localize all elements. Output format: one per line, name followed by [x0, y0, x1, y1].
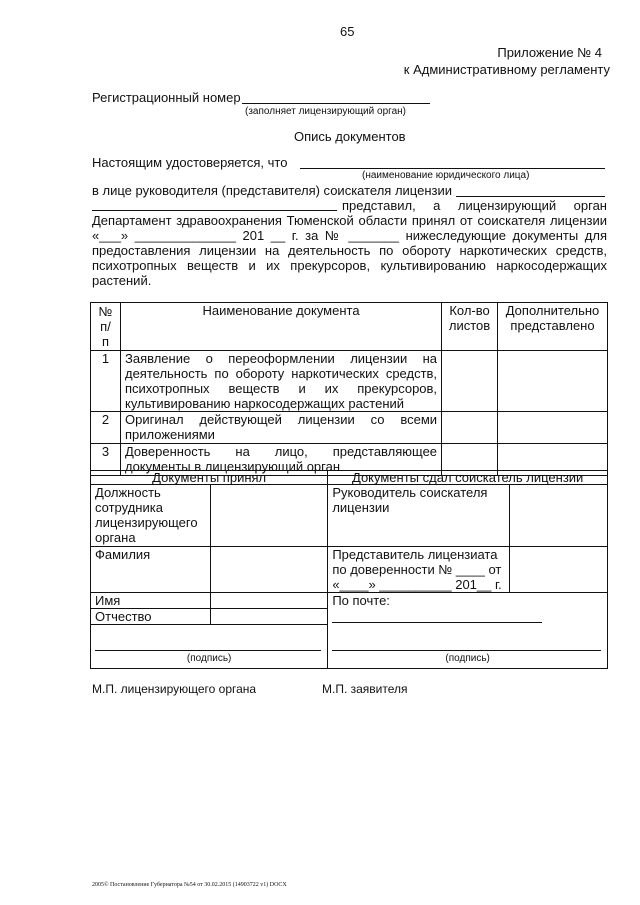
patronymic-label: Отчество [91, 609, 211, 625]
org-name-line[interactable] [300, 168, 605, 169]
registration-number-line[interactable] [242, 103, 430, 104]
position-value-cell[interactable] [210, 485, 327, 547]
header-number: № п/п [91, 303, 121, 351]
row-sheet-count-cell[interactable] [442, 412, 498, 444]
row-number: 2 [91, 412, 121, 444]
header-sheet-count: Кол-во листов [442, 303, 498, 351]
first-name-value-cell[interactable] [210, 593, 327, 609]
row-document-name: Заявление о переоформлении лицензии на деятельность по обороту наркотических средств, психотропных веществ и их прекурсоров, культивированию наркосодержащих растений [120, 351, 441, 412]
row-additional-cell[interactable] [498, 351, 608, 412]
row-number: 1 [91, 351, 121, 412]
org-name-hint: (наименование юридического лица) [362, 170, 530, 181]
stamp-licensing-body: М.П. лицензирующего органа [92, 682, 257, 696]
signature-right-label: (подпись) [445, 653, 490, 664]
row-document-name: Оригинал действующей лицензии со всеми приложениями [120, 412, 441, 444]
by-mail-line[interactable] [332, 610, 542, 623]
representative-value-cell[interactable] [510, 547, 608, 593]
rep-line-1: Представитель лицензиата [332, 547, 498, 562]
position-label: Должность сотрудника лицензирующего органа [91, 485, 211, 547]
handover-table [90, 470, 608, 669]
submitted-header: Документы сдал соискатель лицензии [328, 471, 608, 485]
date-line-text: «___» ______________ 201 __ г. за № _______ нижеследующие документы для [92, 228, 607, 243]
patronymic-value-cell[interactable] [210, 609, 327, 625]
purpose-line-3: растений. [92, 273, 152, 288]
certify-text: Настоящим удостоверяется, что [92, 155, 288, 170]
documents-table [90, 302, 608, 476]
rep-line-3: «____» __________ 201__ г. [332, 577, 502, 592]
head-value-cell[interactable] [510, 485, 608, 547]
row-document-name: Доверенность на лицо, представляющее документы в лицензирующий орган [120, 444, 441, 476]
row-sheet-count-cell[interactable] [442, 351, 498, 412]
document-title: Опись документов [294, 129, 406, 144]
purpose-line-2: психотропных веществ и их прекурсоров, культивированию наркосодержащих [92, 258, 607, 273]
representative-name-line[interactable] [92, 210, 337, 211]
appendix-number: Приложение № 4 [497, 45, 602, 60]
by-mail-label: По почте: [332, 593, 390, 608]
accepted-header: Документы принял [91, 471, 328, 485]
signature-left-label: (подпись) [186, 653, 232, 664]
table-row [91, 412, 608, 444]
registration-label: Регистрационный номер [92, 90, 241, 105]
surname-label: Фамилия [91, 547, 211, 593]
representative-line[interactable] [456, 196, 605, 197]
first-name-label: Имя [91, 593, 211, 609]
header-document-name: Наименование документа [120, 303, 441, 351]
table-row [91, 351, 608, 412]
in-person-text: в лице руководителя (представителя) соискателя лицензии [92, 183, 452, 198]
header-additional: Дополнительно представлено [498, 303, 608, 351]
row-additional-cell[interactable] [498, 412, 608, 444]
stamp-applicant: М.П. заявителя [322, 682, 408, 696]
appendix-reference: к Административному регламенту [403, 62, 610, 77]
footer-text: 2005© Постановление Губернатора №54 от 30.02.2015 (14903722 v1) DOCX [92, 882, 287, 888]
purpose-line-1: предоставления лицензии на деятельность по обороту наркотических средств, [92, 243, 607, 258]
row-number: 3 [91, 444, 121, 476]
by-mail-cell [328, 593, 608, 669]
presented-text: представил, а лицензирующий орган [342, 198, 607, 213]
surname-value-cell[interactable] [210, 547, 327, 593]
head-label: Руководитель соискателя лицензии [328, 485, 510, 547]
department-text: Департамент здравоохранения Тюменской области принял от соискателя лицензии [92, 213, 607, 228]
registration-hint: (заполняет лицензирующий орган) [245, 106, 406, 117]
representative-block [328, 547, 510, 593]
signature-left-cell [91, 625, 328, 669]
page-number: 65 [340, 24, 355, 39]
rep-line-2: по доверенности № ____ от [332, 562, 502, 577]
